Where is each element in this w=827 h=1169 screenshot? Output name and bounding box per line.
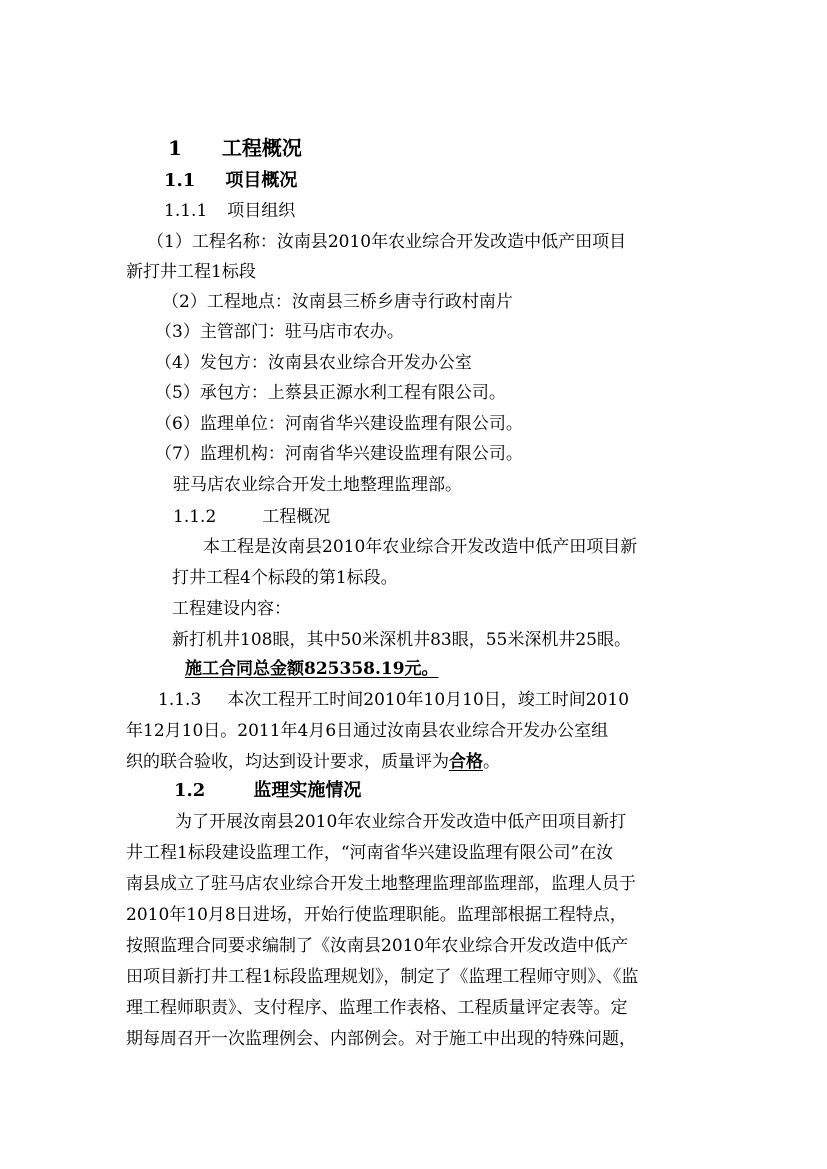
heading-1-2-number: 1.2 bbox=[174, 780, 206, 801]
heading-1-number: 1 bbox=[168, 136, 182, 160]
heading-1-1-2-number: 1.1.2 bbox=[173, 507, 217, 527]
supervision-line-6: 田项目新打井工程1标段监理规划》，制定了《监理工程师守则》、《监 bbox=[126, 967, 639, 987]
item-supervisor-agency: （7）监理机构：河南省华兴建设监理有限公司。 bbox=[155, 444, 523, 464]
heading-1-1-title: 项目概况 bbox=[225, 170, 298, 191]
item-authority: （3）主管部门：驻马店市农办。 bbox=[155, 322, 404, 342]
heading-1-1-1 bbox=[164, 199, 295, 223]
acceptance-text: 织的联合验收，均达到设计要求，质量评为 bbox=[126, 752, 449, 772]
item-project-name-cont: 新打井工程1标段 bbox=[126, 262, 256, 282]
item-supervisor-unit: （6）监理单位：河南省华兴建设监理有限公司。 bbox=[155, 414, 523, 434]
overview-wells: 新打机井108眼，其中50米深机井83眼，55米深机井25眼。 bbox=[172, 630, 631, 650]
supervision-line-3: 南县成立了驻马店农业综合开发土地整理监理部监理部，监理人员于 bbox=[126, 874, 636, 894]
item-contractor: （5）承包方：上蔡县正源水利工程有限公司。 bbox=[155, 383, 506, 403]
heading-1-1 bbox=[164, 169, 297, 193]
section-1-1-3-number: 1.1.3 bbox=[158, 690, 202, 710]
supervision-line-8: 期每周召开一次监理例会、内部例会。对于施工中出现的特殊问题， bbox=[126, 1029, 636, 1049]
heading-1 bbox=[168, 136, 302, 160]
section-1-1-3-line-1 bbox=[158, 688, 629, 712]
acceptance-end: 。 bbox=[483, 752, 500, 772]
overview-line-1: 本工程是汝南县2010年农业综合开发改造中低产田项目新 bbox=[203, 537, 638, 557]
heading-1-1-1-title: 项目组织 bbox=[227, 201, 296, 221]
item-project-name: （1）工程名称：汝南县2010年农业综合开发改造中低产田项目 bbox=[147, 232, 627, 252]
item-employer: （4）发包方：汝南县农业综合开发办公室 bbox=[155, 353, 472, 373]
supervision-line-1: 为了开展汝南县2010年农业综合开发改造中低产田项目新打 bbox=[175, 812, 627, 832]
contract-amount: 施工合同总金额825358.19元。 bbox=[185, 659, 439, 679]
overview-content-label: 工程建设内容： bbox=[172, 599, 291, 619]
section-1-1-3-line-3 bbox=[126, 750, 500, 774]
supervision-line-7: 理工程师职责》、支付程序、监理工作表格、工程质量评定表等。定 bbox=[126, 998, 628, 1018]
section-1-1-3-text: 本次工程开工时间2010年10月10日，竣工时间2010 bbox=[227, 690, 630, 710]
heading-1-2 bbox=[174, 779, 361, 803]
supervision-line-5: 按照监理合同要求编制了《汝南县2010年农业综合开发改造中低产 bbox=[126, 936, 629, 956]
heading-1-1-number: 1.1 bbox=[164, 170, 196, 191]
heading-1-1-1-number: 1.1.1 bbox=[164, 201, 208, 221]
heading-1-title: 工程概况 bbox=[221, 136, 302, 160]
heading-1-1-2 bbox=[173, 505, 330, 529]
heading-1-1-2-title: 工程概况 bbox=[262, 507, 331, 527]
item-supervisor-dept: 驻马店农业综合开发土地整理监理部。 bbox=[173, 475, 462, 495]
overview-line-2: 打井工程4个标段的第1标段。 bbox=[172, 568, 398, 588]
heading-1-2-title: 监理实施情况 bbox=[253, 780, 362, 801]
supervision-line-2: 井工程1标段建设监理工作，“河南省华兴建设监理有限公司”在汝 bbox=[126, 843, 614, 863]
section-1-1-3-line-2: 年12月10日。2011年4月6日通过汝南县农业综合开发办公室组 bbox=[126, 721, 609, 741]
item-project-location: （2）工程地点：汝南县三桥乡唐寺行政村南片 bbox=[162, 292, 513, 312]
supervision-line-4: 2010年10月8日进场，开始行使监理职能。监理部根据工程特点， bbox=[126, 905, 627, 925]
quality-grade: 合格 bbox=[449, 752, 483, 772]
